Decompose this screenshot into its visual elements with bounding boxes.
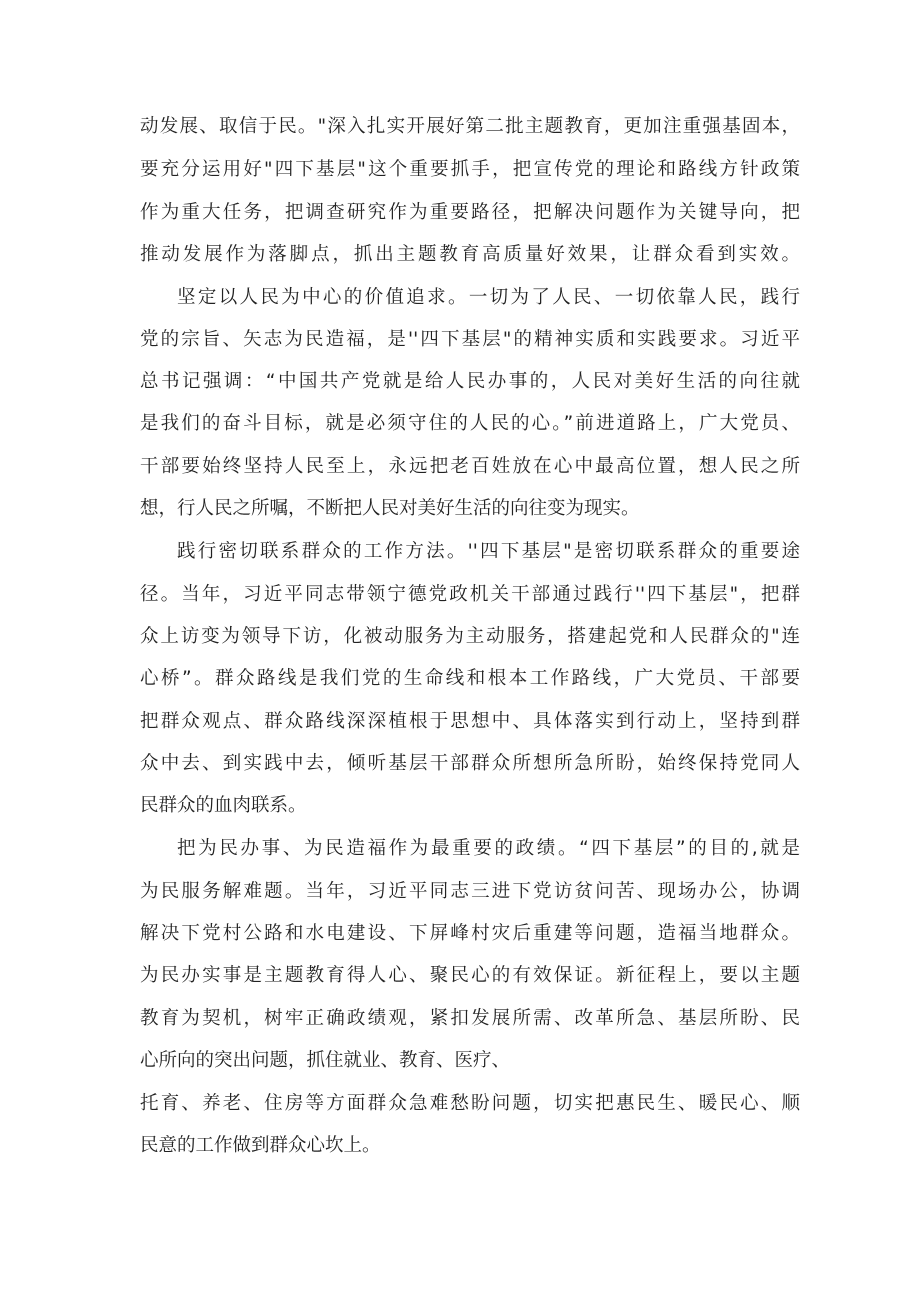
text-line: 心桥”。群众路线是我们党的生命线和根本工作路线，广大党员、干部要 (140, 668, 800, 689)
text-line: 干部要始终坚持人民至上，永远把老百姓放在心中最高位置，想人民之所 (140, 456, 800, 477)
text-line: 动发展、取信于民。"深入扎实开展好第二批主题教育，更加注重强基固本， (140, 116, 800, 137)
text-line: 把群众观点、群众路线深深植根于思想中、具体落实到行动上，坚持到群 (140, 711, 800, 732)
text-line: 解决下党村公路和水电建设、下屏峰村灾后重建等问题，造福当地群众。 (140, 923, 800, 944)
text-line: 是我们的奋斗目标，就是必须守住的人民的心。”前进道路上，广大党员、 (140, 413, 800, 434)
text-line: 托育、养老、住房等方面群众急难愁盼问题，切实把惠民生、暖民心、顺 (140, 1093, 800, 1114)
text-line: 心所向的突出问题，抓住就业、教育、医疗、 (140, 1050, 511, 1071)
text-line: 民意的工作做到群众心坎上。 (140, 1135, 381, 1156)
text-line: 教育为契机，树牢正确政绩观，紧扣发展所需、改革所急、基层所盼、民 (140, 1008, 800, 1029)
text-line: 要充分运用好"四下基层"这个重要抓手，把宣传党的理论和路线方针政策 (140, 159, 800, 180)
text-line: 为民服务解难题。当年，习近平同志三进下党访贫问苦、现场办公，协调 (140, 881, 800, 902)
text-line: 众中去、到实践中去，倾听基层干部群众所想所急所盼，始终保持党同人 (140, 753, 800, 774)
paragraph-heading-line: 把为民办事、为民造福作为最重要的政绩。“四下基层”的目的,就是 (177, 838, 800, 859)
paragraph-heading-line: 践行密切联系群众的工作方法。''四下基层"是密切联系群众的重要途 (177, 541, 800, 562)
text-line: 想，行人民之所嘱，不断把人民对美好生活的向往变为现实。 (140, 498, 640, 519)
text-line: 众上访变为领导下访，化被动服务为主动服务，搭建起党和人民群众的"连 (140, 626, 800, 647)
text-line: 总书记强调：“中国共产党就是给人民办事的，人民对美好生活的向往就 (140, 371, 800, 392)
paragraph-heading-line: 坚定以人民为中心的价值追求。一切为了人民、一切依靠人民，践行 (177, 287, 800, 308)
text-line: 径。当年，习近平同志带领宁德党政机关干部通过践行''四下基层"，把群 (140, 584, 800, 605)
text-line: 民群众的血肉联系。 (140, 795, 307, 816)
text-line: 党的宗旨、矢志为民造福，是''四下基层"的精神实质和实践要求。习近平 (140, 329, 800, 350)
text-line: 推动发展作为落脚点，抓出主题教育高质量好效果，让群众看到实效。 (140, 244, 800, 265)
text-line: 作为重大任务，把调查研究作为重要路径，把解决问题作为关键导向，把 (140, 202, 800, 223)
text-line: 为民办实事是主题教育得人心、聚民心的有效保证。新征程上，要以主题 (140, 965, 800, 986)
